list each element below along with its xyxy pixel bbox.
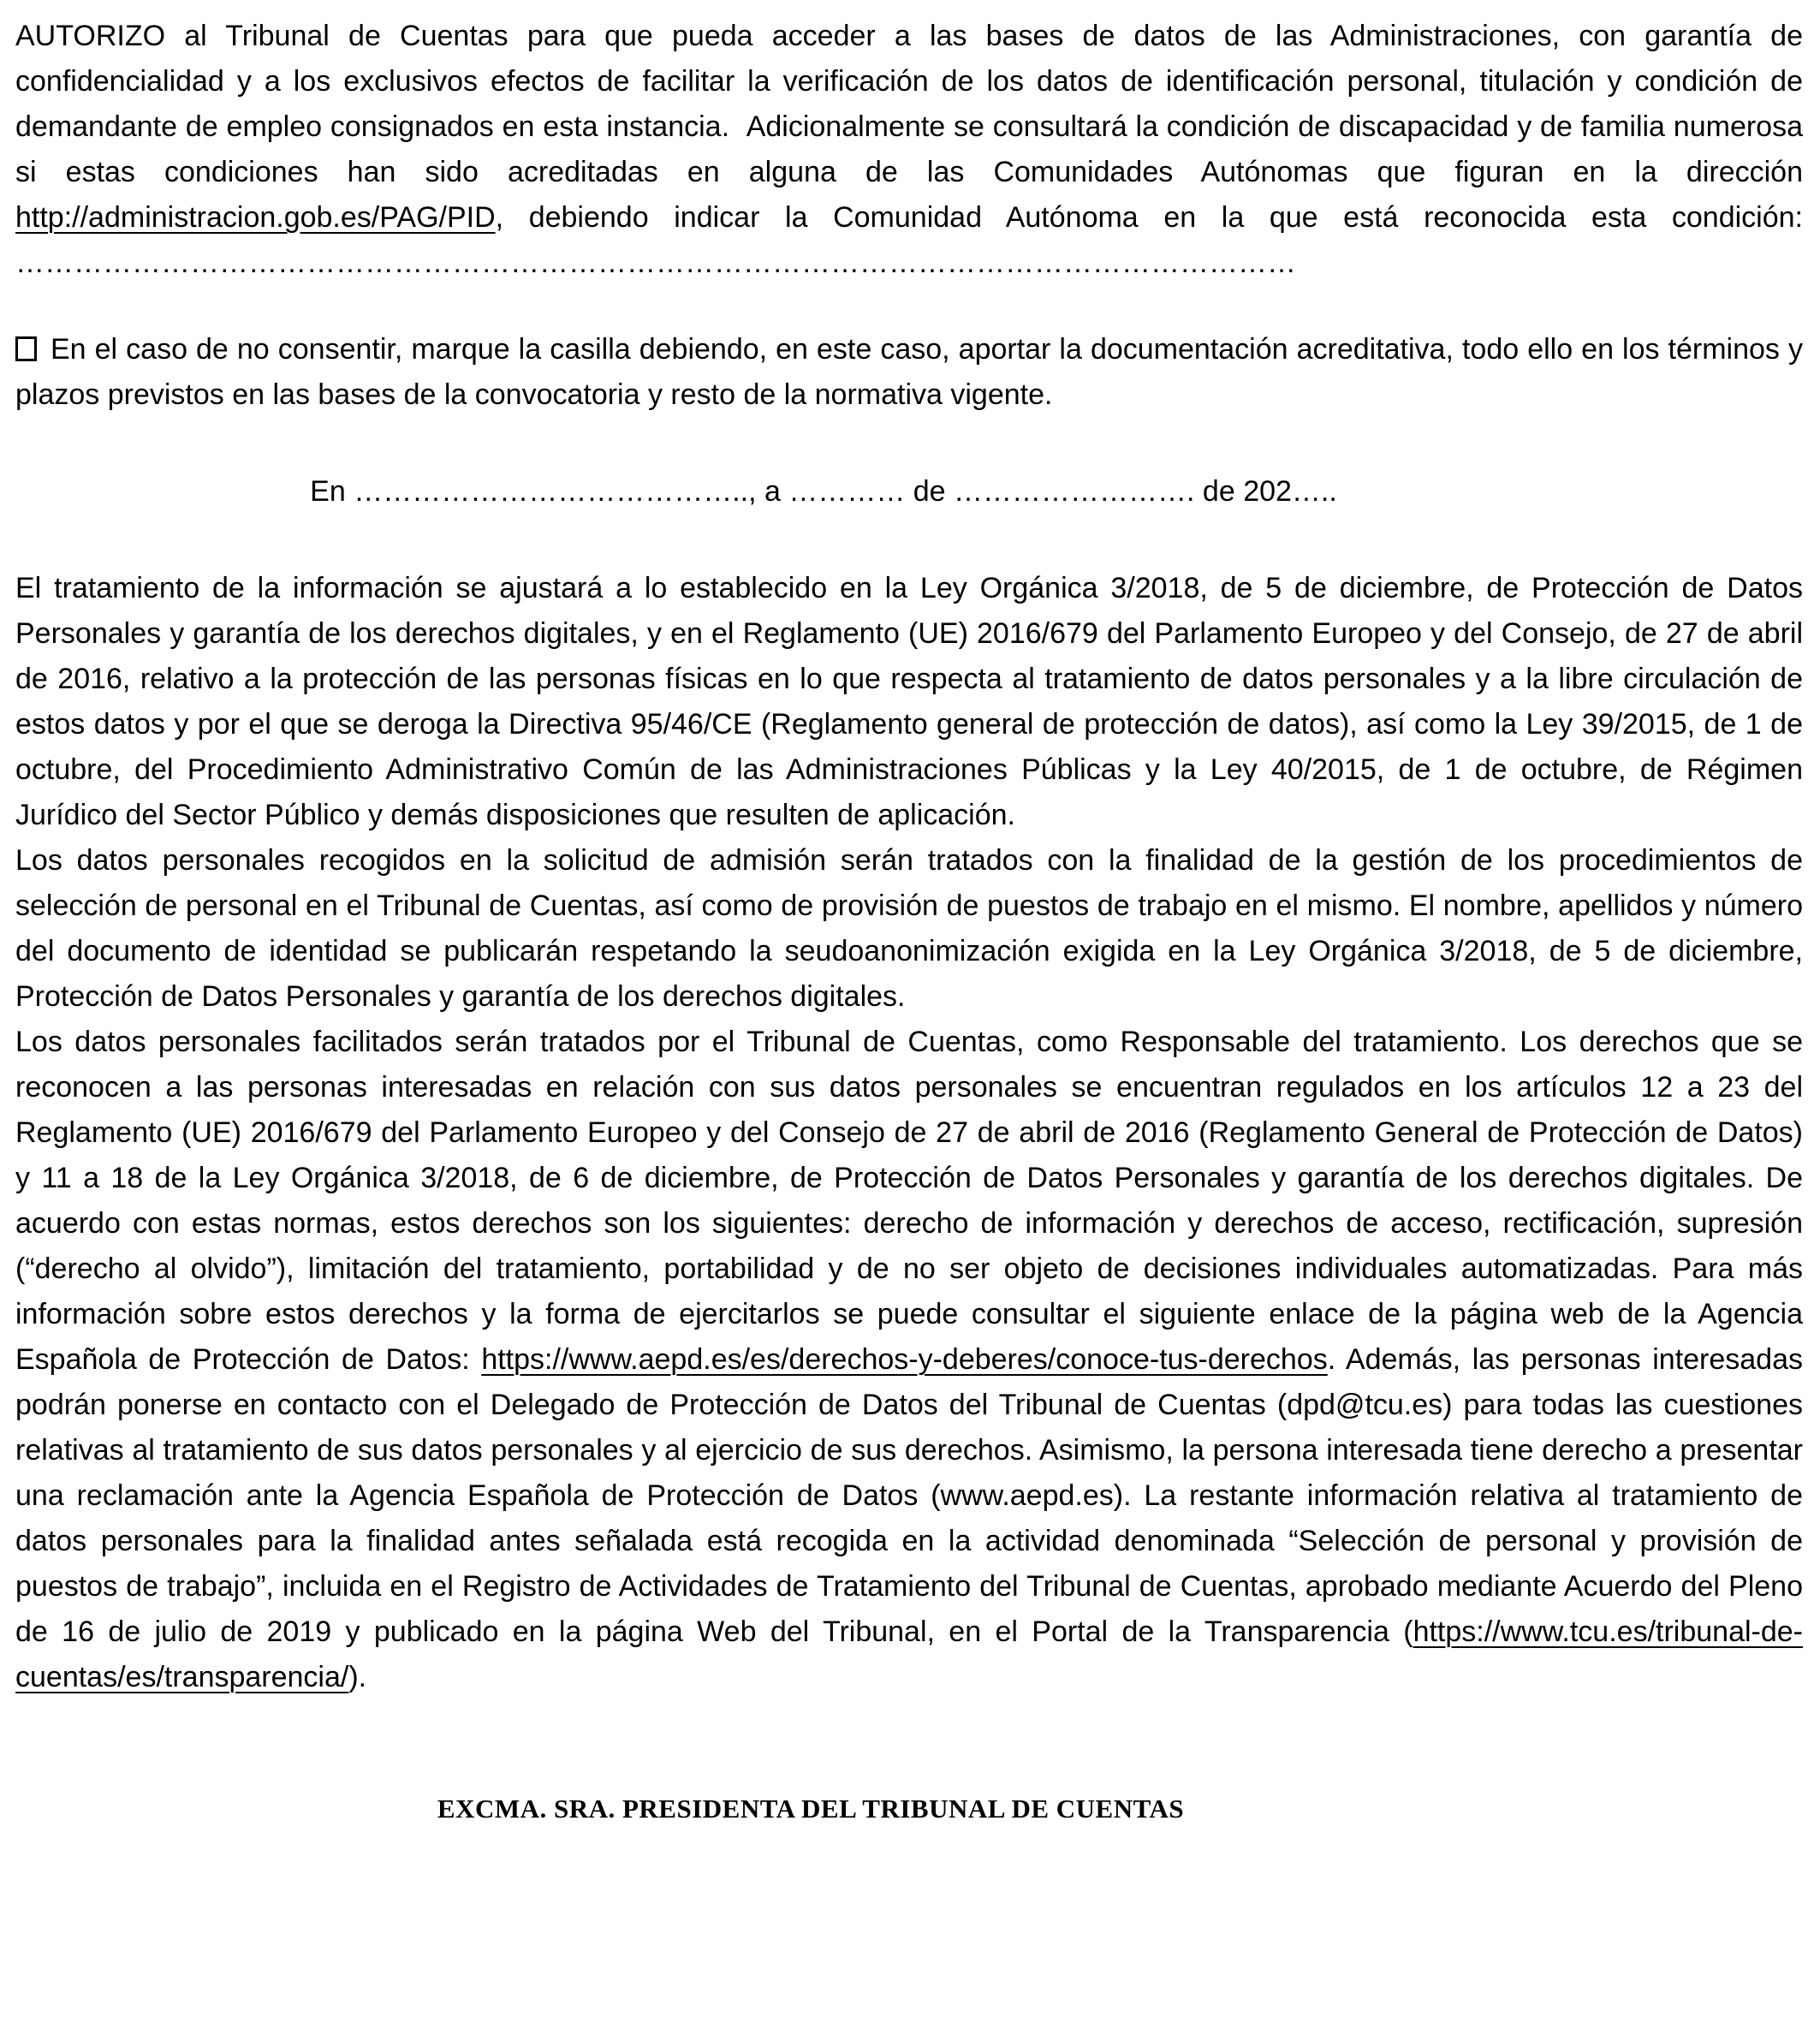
authorization-text-after-link: , debiendo indicar la Comunidad Autónoma en la que está reconocida esta condición: …………………………………………………………………………………………………………………… [15,201,1803,279]
data-rights-text-part3: ). [348,1661,367,1693]
data-protection-law-text: El tratamiento de la información se ajustará a lo establecido en la Ley Orgánica 3/2018, de 5 de diciembre, de Protección de Datos Personales y garantía de los derechos digitales, y en el Reglamento (UE) 2016/679 del Parlamento Europeo y del Consejo, de 27 de abril de 2016, relativo a la protección de las personas físicas en lo que respecta al tratamiento de datos personales y a la libre circulación de estos datos y por el que se deroga la Directiva 95/46/CE (Reglamento general de protección de datos), así como la Ley 39/2015, de 1 de octubre, del Procedimiento Administrativo Común de las Administraciones Públicas y la Ley 40/2015, de 1 de octubre, de Régimen Jurídico del Sector Público y demás disposiciones que resulten de aplicación. [15,572,1803,831]
no-consent-paragraph [15,327,1803,418]
data-rights-text-part2: . Además, las personas interesadas podrán ponerse en contacto con el Delegado de Protección de Datos del Tribunal de Cuentas (dpd@tcu.es) para todas las cuestiones relativas al tratamiento de sus datos personales y al ejercicio de sus derechos. Asimismo, la persona interesada tiene derecho a presentar una reclamación ante la Agencia Española de Protección de Datos (www.aepd.es). La restante información relativa al tratamiento de datos personales para la finalidad antes señalada está recogida en la actividad denominada “Selección de personal y provisión de puestos de trabajo”, incluida en el Registro de Actividades de Tratamiento del Tribunal de Cuentas, aprobado mediante Acuerdo del Pleno de 16 de julio de 2019 y publicado en la página Web del Tribunal, en el Portal de la Transparencia ( [15,1343,1804,1648]
addressee-footer [15,1786,1803,1831]
date-place-line [15,469,1803,515]
addressee-footer-text: EXCMA. SRA. PRESIDENTA DEL TRIBUNAL DE CUENTAS [437,1794,1185,1824]
authorization-paragraph [15,14,1803,286]
authorization-text-before-link: AUTORIZO al Tribunal de Cuentas para que pueda acceder a las bases de datos de las Administraciones, con garantía de confidencialidad y a los exclusivos efectos de facilitar la verificación de los datos de identificación personal, titulación y condición de demandante de empleo consignados en esta instancia. Adicionalmente se consultará la condición de discapacidad y de familia numerosa si estas condiciones han sido acreditadas en alguna de las Comunidades Autónomas que figuran en la dirección [15,20,1803,188]
no-consent-checkbox[interactable] [15,336,37,361]
date-place-text: En ………………………………….., a ………… de ……………………. de 202….. [310,475,1337,508]
administracion-gob-link[interactable]: http://administracion.gob.es/PAG/PID [15,201,496,234]
tcu-transparency-link[interactable]: https://www.tcu.es/tribunal-de-cuentas/es/transparencia/ [15,1615,1803,1693]
data-rights-paragraph [15,1020,1803,1700]
data-protection-law-paragraph [15,566,1803,838]
data-purpose-paragraph [15,838,1803,1020]
data-rights-text-part1: Los datos personales facilitados serán tratados por el Tribunal de Cuentas, como Responsable del tratamiento. Los derechos que se reconocen a las personas interesadas en relación con sus datos personales se encuentran regulados en los artículos 12 a 23 del Reglamento (UE) 2016/679 del Parlamento Europeo y del Consejo de 27 de abril de 2016 (Reglamento General de Protección de Datos) y 11 a 18 de la Ley Orgánica 3/2018, de 6 de diciembre, de Protección de Datos Personales y garantía de los derechos digitales. De acuerdo con estas normas, estos derechos son los siguientes: derecho de información y derechos de acceso, rectificación, supresión (“derecho al olvido”), limitación del tratamiento, portabilidad y de no ser objeto de decisiones individuales automatizadas. Para más información sobre estos derechos y la forma de ejercitarlos se puede consultar el siguiente enlace de la página web de la Agencia Española de Protección de Datos: [15,1026,1803,1376]
aepd-rights-link[interactable]: https://www.aepd.es/es/derechos-y-deberes/conoce-tus-derechos [481,1343,1328,1376]
no-consent-text: En el caso de no consentir, marque la casilla debiendo, en este caso, aportar la documentación acreditativa, todo ello en los términos y plazos previstos en las bases de la convocatoria y resto de la normativa vigente. [15,333,1803,411]
data-purpose-text: Los datos personales recogidos en la solicitud de admisión serán tratados con la finalidad de la gestión de los procedimientos de selección de personal en el Tribunal de Cuentas, así como de provisión de puestos de trabajo en el mismo. El nombre, apellidos y número del documento de identidad se publicarán respetando la seudoanonimización exigida en la Ley Orgánica 3/2018, de 5 de diciembre, Protección de Datos Personales y garantía de los derechos digitales. [15,844,1803,1013]
